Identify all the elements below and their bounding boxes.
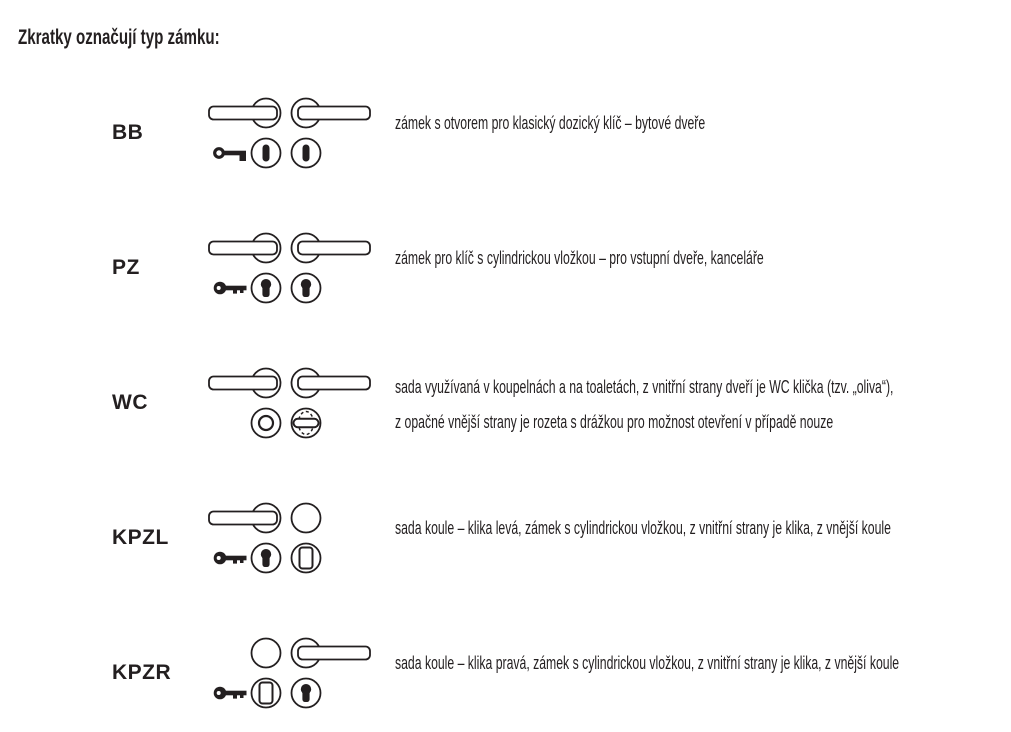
ball-knob-icon [252,639,281,668]
ball-knob-icon [292,504,321,533]
wc-hardware-pictogram [203,358,383,450]
lock-code-kpzl: KPZL [112,526,169,549]
left-lever-handle-icon [209,504,281,533]
classic-keyhole-rosette-icon [292,139,321,168]
right-lever-handle-icon [292,234,371,263]
lock-description-pz [395,247,764,269]
lock-description-kpzr [395,652,899,674]
lock-description-kpzl [395,517,891,539]
description-line: z opačné vnější strany je rozeta s drážkou pro možnost otevření v případě nouze [395,412,834,432]
description-line: sada koule – klika pravá, zámek s cylindrickou vložkou, z vnitřní strany je klika, z vnější koule [395,653,900,673]
left-lever-handle-icon [209,369,281,398]
description-line: sada využívaná v koupelnách a na toaletách, z vnitřní strany dveří je WC klička (tzv. „oliva“), [395,377,894,397]
description-line: zámek pro klíč s cylindrickou vložkou – pro vstupní dveře, kanceláře [395,248,764,268]
right-lever-handle-icon [292,369,371,398]
page-title: Zkratky označují typ zámku: [18,26,220,49]
right-lever-handle-icon [292,639,371,668]
blind-rosette-icon [252,679,281,708]
lock-code-wc: WC [112,391,148,414]
right-lever-handle-icon [292,99,371,128]
left-lever-handle-icon [209,99,281,128]
bb-hardware-pictogram [203,88,383,180]
kpzl-hardware-pictogram [203,493,383,585]
kpzr-hardware-pictogram [203,628,383,720]
cylinder-keyhole-rosette-icon [252,274,281,303]
classic-bit-key-icon [215,149,246,161]
lock-description-bb [395,112,705,134]
lock-code-bb: BB [112,121,144,144]
description-line: sada koule – klika levá, zámek s cylindrickou vložkou, z vnitřní strany je klika, z vnější koule [395,518,891,538]
lock-description-wc [395,370,893,440]
cylinder-keyhole-rosette-icon [252,544,281,573]
cylinder-key-icon [214,552,247,565]
cylinder-keyhole-rosette-icon [292,274,321,303]
cylinder-key-icon [214,282,247,295]
blind-rosette-icon [292,544,321,573]
lock-code-kpzr: KPZR [112,661,172,684]
wc-oliva-knob-icon [292,409,321,438]
left-lever-handle-icon [209,234,281,263]
grooved-rosette-icon [252,409,281,438]
description-line: zámek s otvorem pro klasický dozický klíč – bytové dveře [395,113,706,133]
classic-keyhole-rosette-icon [252,139,281,168]
pz-hardware-pictogram [203,223,383,315]
lock-code-pz: PZ [112,256,140,279]
cylinder-keyhole-rosette-icon [292,679,321,708]
cylinder-key-icon [214,687,247,700]
